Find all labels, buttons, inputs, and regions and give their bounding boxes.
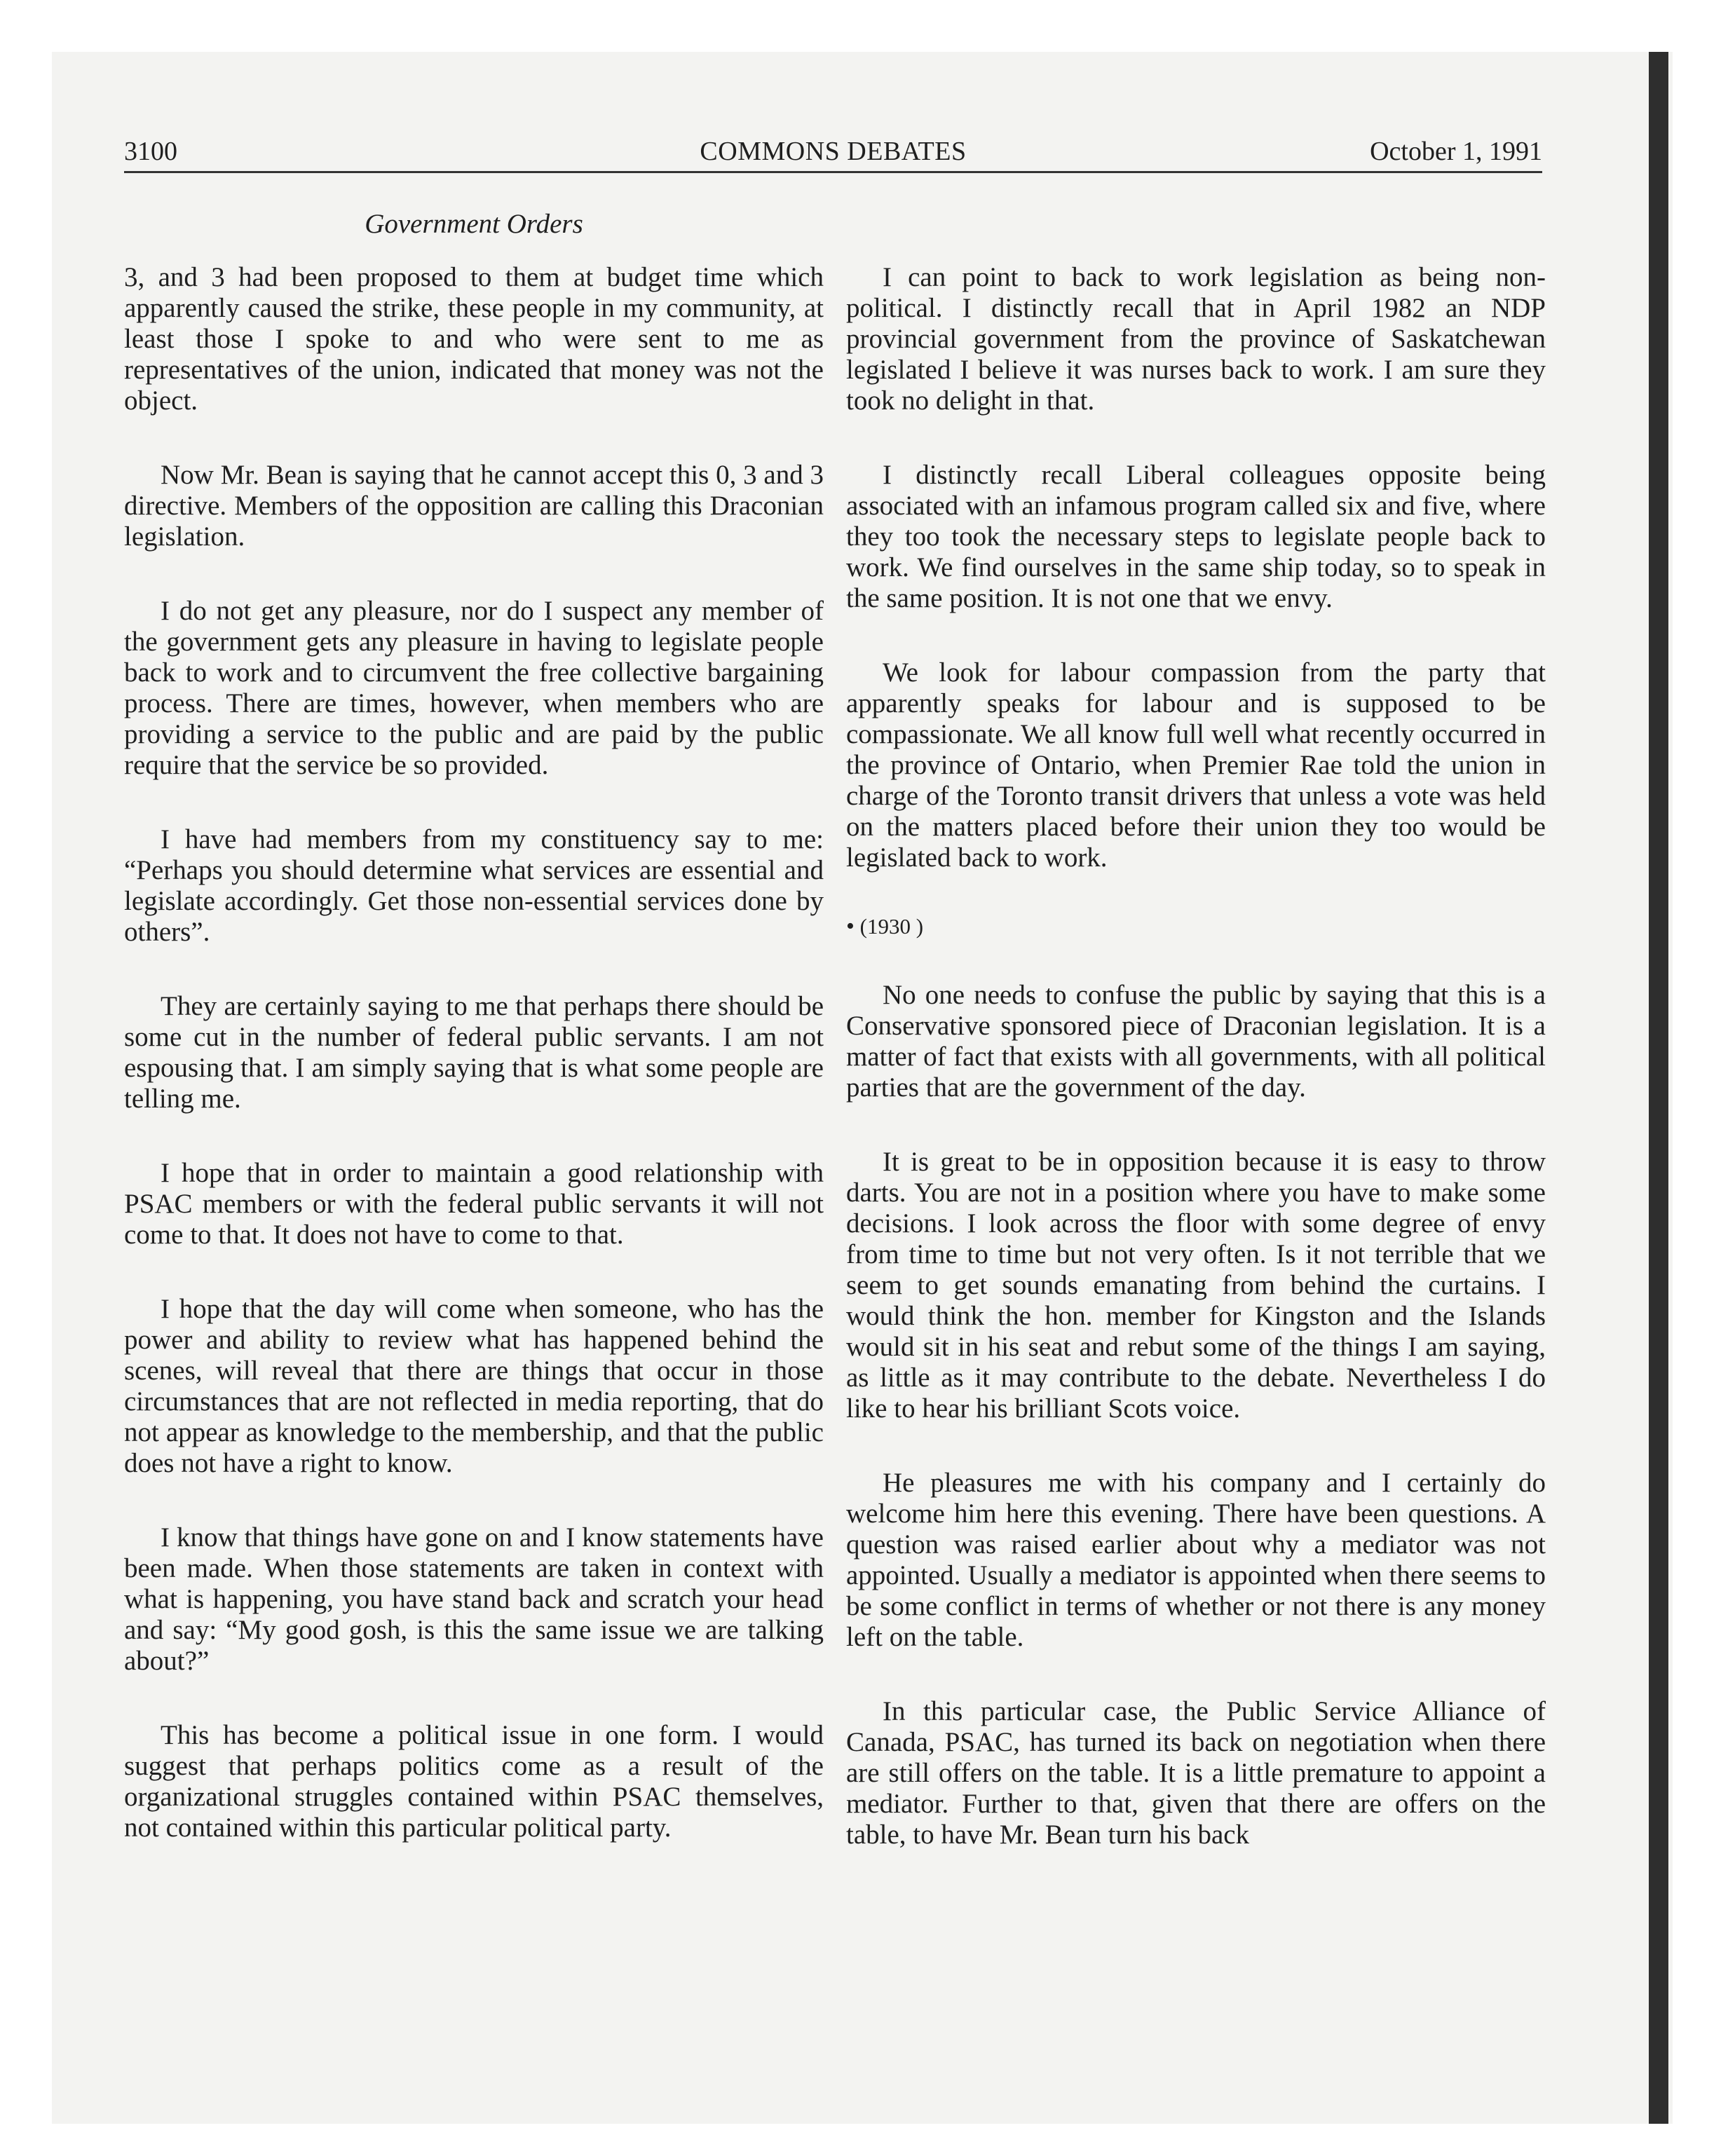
page-header	[124, 135, 1542, 175]
time-marker-label: (1930 )	[859, 914, 924, 939]
paragraph: I hope that the day will come when someone, who has the power and ability to review what has happened behind the scenes, will reveal that there are things that occur in those circumstances that are not reflected in media reporting, that do not appear as knowledge to the membership, and that the public does not have a right to know.	[124, 1294, 824, 1478]
section-title: Government Orders	[365, 209, 583, 239]
time-marker	[846, 911, 1546, 942]
paragraph: We look for labour compassion from the party that apparently speaks for labour and is supposed to be compassionate. We all know full well what recently occurred in the province of Ontario, when Premier Rae told the union in charge of the Toronto transit drivers that unless a vote was held on the matters placed before their union they too would be legislated back to work.	[846, 657, 1546, 873]
publication-title: COMMONS DEBATES	[700, 137, 967, 166]
paragraph: I can point to back to work legislation as being non-political. I distinctly recall that in April 1982 an NDP provincial government from the province of Saskatchewan legislated I believe it was nurses back to work. I am sure they took no delight in that.	[846, 262, 1546, 416]
header-rule	[124, 171, 1542, 173]
page-number: 3100	[124, 137, 177, 166]
paragraph: 3, and 3 had been proposed to them at budget time which apparently caused the strike, these people in my community, at least those I spoke to and who were sent to me as representatives of the union, indicated that money was not the object.	[124, 262, 824, 416]
bullet-icon: •	[846, 913, 855, 939]
paragraph: I distinctly recall Liberal colleagues opposite being associated with an infamous program called six and five, where they too took the necessary steps to legislate people back to work. We find ourselves in the same ship today, so to speak in the same position. It is not one that we envy.	[846, 460, 1546, 613]
paragraph: No one needs to confuse the public by saying that this is a Conservative sponsored piece of Draconian legislation. It is a matter of fact that exists with all governments, with all political parties that are the government of the day.	[846, 980, 1546, 1103]
paragraph: I hope that in order to maintain a good relationship with PSAC members or with the federal public servants it will not come to that. It does not have to come to that.	[124, 1158, 824, 1250]
paragraph: Now Mr. Bean is saying that he cannot accept this 0, 3 and 3 directive. Members of the opposition are calling this Draconian legislation.	[124, 460, 824, 552]
paragraph: This has become a political issue in one form. I would suggest that perhaps politics come as a result of the organizational struggles contained within PSAC themselves, not contained within this particular political party.	[124, 1720, 824, 1843]
paragraph: It is great to be in opposition because it is easy to throw darts. You are not in a position where you have to make some decisions. I look across the floor with some degree of envy from time to time but not very often. Is it not terrible that we seem to get sounds emanating from behind the curtains. I would think the hon. member for Kingston and the Islands would sit in his seat and rebut some of the things I am saying, as little as it may contribute to the debate. Nevertheless I do like to hear his brilliant Scots voice.	[846, 1147, 1546, 1424]
right-column	[846, 262, 1546, 1894]
paragraph: I have had members from my constituency say to me: “Perhaps you should determine what services are essential and legislate accordingly. Get those non-essential services done by others”.	[124, 824, 824, 947]
paragraph: He pleasures me with his company and I certainly do welcome him here this evening. There have been questions. A question was raised earlier about why a mediator was not appointed. Usually a mediator is appointed when there seems to be some conflict in terms of whether or not there is any money left on the table.	[846, 1468, 1546, 1652]
paragraph: I do not get any pleasure, nor do I suspect any member of the government gets any pleasure in having to legislate people back to work and to circumvent the free collective bargaining process. There are times, however, when members who are providing a service to the public and are paid by the public require that the service be so provided.	[124, 596, 824, 780]
paragraph: I know that things have gone on and I know statements have been made. When those statements are taken in context with what is happening, you have stand back and scratch your head and say: “My good gosh, is this the same issue we are talking about?”	[124, 1522, 824, 1676]
paragraph: They are certainly saying to me that perhaps there should be some cut in the number of federal public servants. I am not espousing that. I am simply saying that is what some people are telling me.	[124, 991, 824, 1114]
publication-date: October 1, 1991	[1370, 137, 1542, 166]
paragraph: In this particular case, the Public Service Alliance of Canada, PSAC, has turned its back on negotiation when there are still offers on the table. It is a little premature to appoint a mediator. Further to that, given that there are offers on the table, to have Mr. Bean turn his back	[846, 1696, 1546, 1850]
scan-edge-bar	[1649, 52, 1668, 2124]
left-column	[124, 262, 824, 1887]
